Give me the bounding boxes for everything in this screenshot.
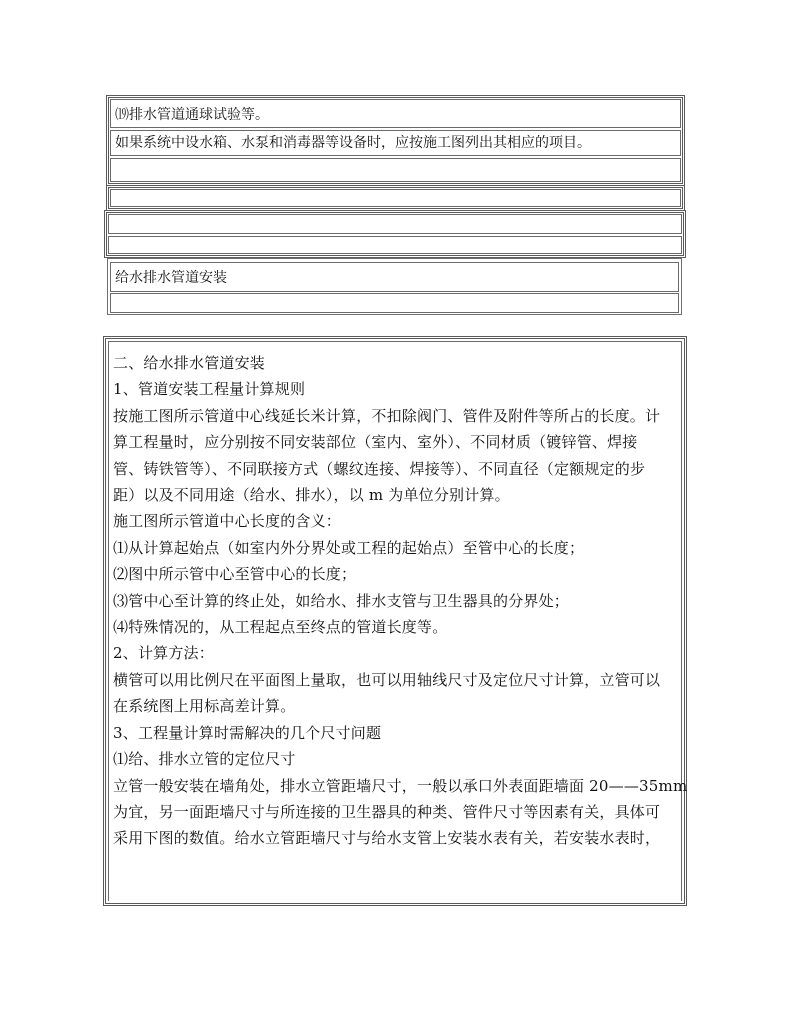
- table-1-row-2: [110, 130, 681, 156]
- table-1-row-1: [110, 99, 681, 128]
- list-item: ⑷特殊情况的，从工程起点至终点的管道长度等。: [113, 618, 448, 637]
- table-2-row-1: [110, 189, 681, 207]
- body-line: 横管可以用比例尺在平面图上量取，也可以用轴线尺寸及定位尺寸计算，立管可以: [113, 670, 661, 689]
- table-4-row-1: [110, 262, 679, 292]
- body-line: 距）以及不同用途（给水、排水），以 m 为单位分别计算。: [113, 486, 510, 505]
- body-line: 立管一般安装在墙角处，排水立管距墙尺寸，一般以承口外表面距墙面 20——35mm: [113, 776, 688, 795]
- table-4: [107, 258, 682, 315]
- table-4-row-2: [110, 293, 679, 313]
- table-1: [106, 95, 685, 186]
- list-item: ⑴给、排水立管的定位尺寸: [113, 750, 296, 769]
- heading-calc-method: 2、计算方法：: [113, 644, 214, 663]
- body-line: 在系统图上用标高差计算。: [113, 697, 296, 716]
- heading-pipe-installation: 二、给水排水管道安装: [113, 354, 266, 372]
- body-line: 采用下图的数值。给水立管距墙尺寸与给水支管上安装水表有关，若安装水表时，: [113, 829, 661, 848]
- body-line: 算工程量时，应分别按不同安装部位（室内、室外）、不同材质（镀锌管、焊接: [113, 433, 638, 452]
- table-2: [106, 185, 685, 211]
- main-content-box: [103, 336, 687, 906]
- table-3-row-1: [108, 214, 682, 234]
- list-item: ⑵图中所示管中心至管中心的长度；: [113, 565, 357, 584]
- heading-calc-rules: 1、管道安装工程量计算规则: [113, 380, 306, 399]
- table-1-row-2-text: 如果系统中设水箱、水泵和消毒器等设备时，应按施工图列出其相应的项目。: [115, 135, 591, 151]
- body-line: 管、铸铁管等）、不同联接方式（螺纹连接、焊接等）、不同直径（定额规定的步: [113, 459, 646, 478]
- main-content-inner: [108, 341, 688, 901]
- table-1-row-1-text: ⒆排水管道通球试验等。: [115, 107, 269, 123]
- body-line: 为宜，另一面距墙尺寸与所连接的卫生器具的种类、管件尺寸等因素有关，具体可: [113, 802, 661, 821]
- table-1-row-3: [110, 158, 681, 182]
- body-line: 按施工图所示管道中心线延长米计算，不扣除阀门、管件及附件等所占的长度。计: [113, 406, 661, 425]
- table-3: [104, 210, 686, 258]
- body-line: 施工图所示管道中心长度的含义：: [113, 512, 342, 531]
- list-item: ⑴从计算起始点（如室内外分界处或工程的起始点）至管中心的长度；: [113, 538, 585, 557]
- table-3-row-2: [108, 236, 682, 254]
- section-heading: 给水排水管道安装: [115, 270, 227, 286]
- list-item: ⑶管中心至计算的终止处，如给水、排水支管与卫生器具的分界处；: [113, 591, 570, 610]
- heading-size-issues: 3、工程量计算时需解决的几个尺寸问题: [113, 723, 382, 742]
- main-content-text: [113, 350, 688, 852]
